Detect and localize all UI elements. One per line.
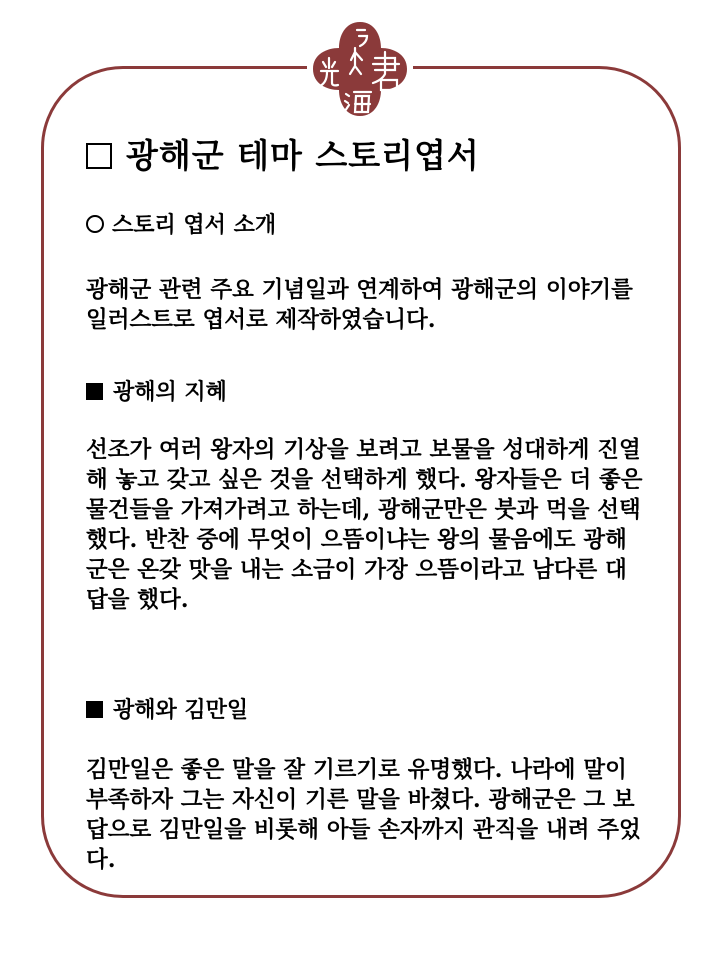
section-body-kimmanil: 김만일은 좋은 말을 잘 기르기로 유명했다. 나라에 말이 부족하자 그는 자신이 기른 말을 바쳤다. 광해군은 그 보답으로 김만일을 비롯해 아들 손자까지 관직을 내려 주었다.: [86, 757, 641, 873]
checkbox-square-icon: [86, 143, 112, 169]
section-body-wisdom: 선조가 여러 왕자의 기상을 보려고 보물을 성대하게 진열해 놓고 갖고 싶은 것을 선택하게 했다. 왕자들은 더 좋은 물건들을 가져가려고 하는데, 광해군만은 붓과 먹을 선택했다. 반찬 중에 무엇이 으뜸이냐는 왕의 물음에도 광해군은 온갖 맛을 내는 소금이 가장 으뜸이라고 남다른 대답을 했다.: [86, 437, 643, 613]
intro-heading: 스토리 엽서 소개: [86, 208, 276, 239]
intro-text: 광해군 관련 주요 기념일과 연계하여 광해군의 이야기를 일러스트로 엽서로 제작하였습니다.: [86, 277, 633, 333]
filled-square-bullet-icon: [86, 383, 103, 400]
section-heading-kimmanil: 광해와 김만일: [86, 693, 248, 724]
gwanghae-seal-logo-icon: [307, 16, 413, 122]
filled-square-bullet-icon: [86, 701, 103, 718]
page-title: 광해군 테마 스토리엽서: [86, 130, 480, 182]
section-heading-wisdom: 광해의 지혜: [86, 375, 227, 406]
circle-bullet-icon: [86, 215, 104, 233]
